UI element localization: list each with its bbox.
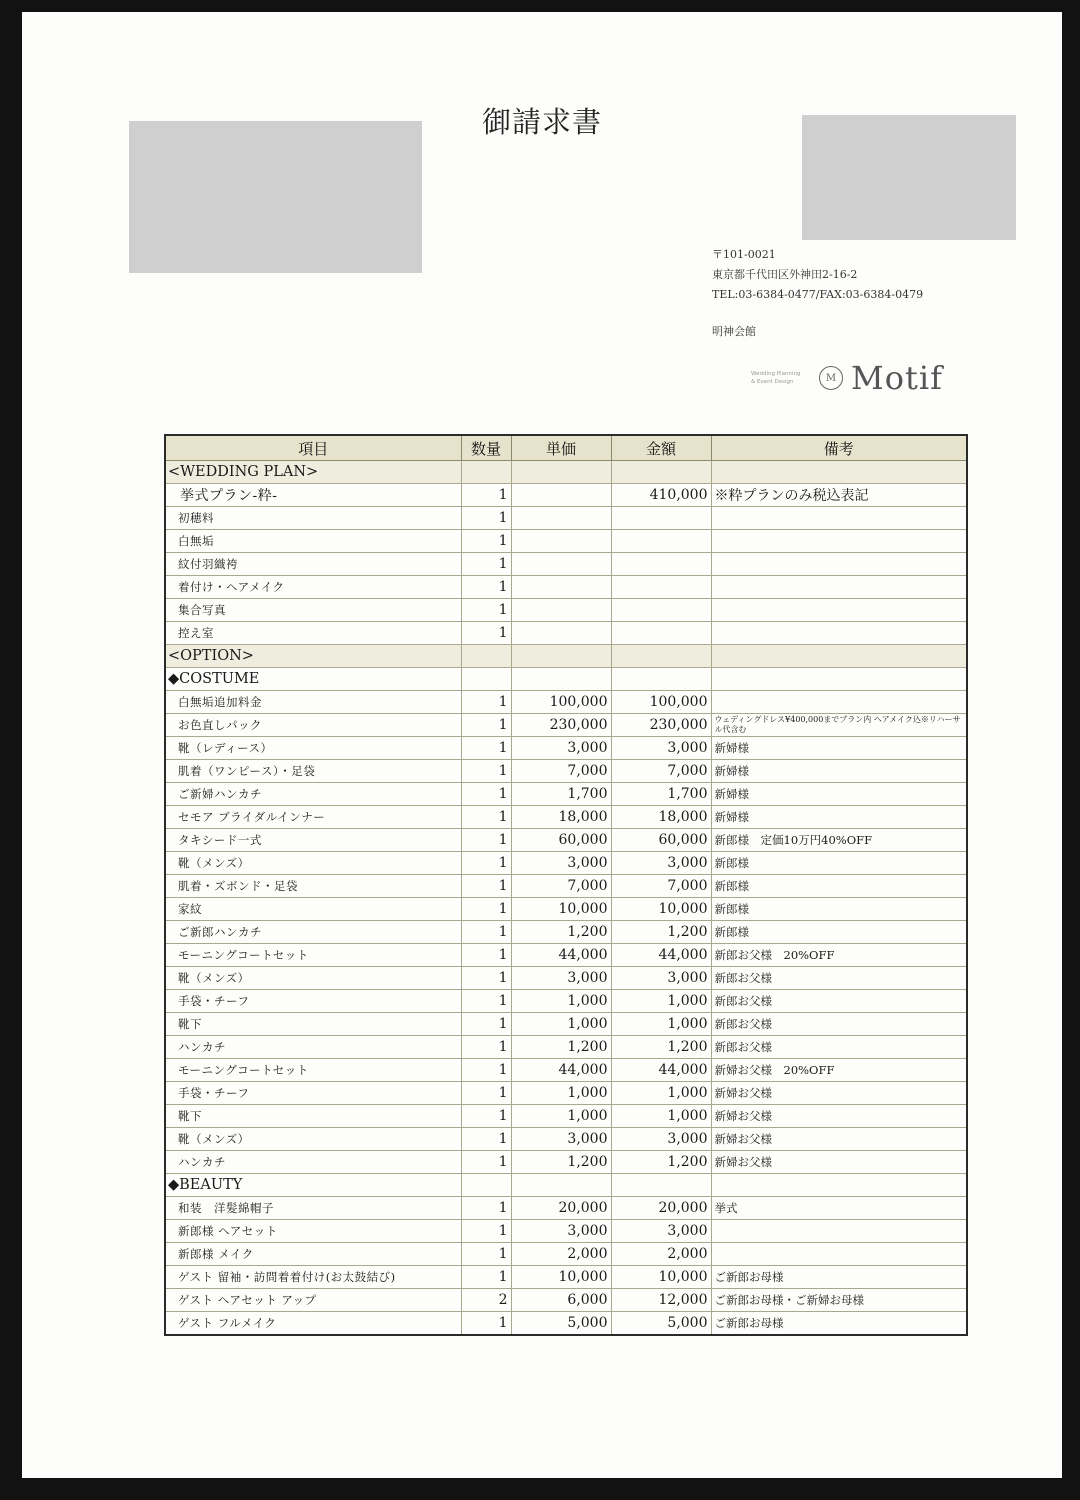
- amount-cell: [611, 599, 711, 622]
- empty-cell: [611, 668, 711, 691]
- item-name-cell: モーニングコートセット: [165, 944, 461, 967]
- item-name-cell: 初穂料: [165, 507, 461, 530]
- subsection-header-row: [165, 1174, 967, 1197]
- note-cell: 新婦お父様: [711, 1082, 967, 1105]
- invoice-page: [22, 12, 1062, 1478]
- amount-cell: 1,000: [611, 1105, 711, 1128]
- empty-cell: [461, 1174, 511, 1197]
- qty-cell: 1: [461, 1266, 511, 1289]
- item-name-cell: モーニングコートセット: [165, 1059, 461, 1082]
- empty-cell: [461, 461, 511, 484]
- section-header-row: [165, 461, 967, 484]
- table-row: [165, 576, 967, 599]
- item-name-cell: 肌着・ズボンド・足袋: [165, 875, 461, 898]
- item-name-cell: 新郎様 ヘアセット: [165, 1220, 461, 1243]
- table-row: [165, 829, 967, 852]
- note-cell: 新郎お父様: [711, 967, 967, 990]
- document-title: 御請求書: [481, 105, 602, 139]
- section-header-row: [165, 645, 967, 668]
- unit-price-cell: 2,000: [511, 1243, 611, 1266]
- table-row: [165, 1312, 967, 1336]
- redacted-recipient-block: [129, 121, 422, 273]
- unit-price-cell: [511, 576, 611, 599]
- empty-cell: [511, 461, 611, 484]
- subsection-header-row: [165, 668, 967, 691]
- qty-cell: 1: [461, 921, 511, 944]
- qty-cell: 1: [461, 1128, 511, 1151]
- amount-cell: 10,000: [611, 898, 711, 921]
- amount-cell: 1,000: [611, 1082, 711, 1105]
- note-cell: ご新郎お母様・ご新婦お母様: [711, 1289, 967, 1312]
- table-row: [165, 484, 967, 507]
- qty-cell: 1: [461, 852, 511, 875]
- qty-cell: 1: [461, 760, 511, 783]
- table-row: [165, 1151, 967, 1174]
- unit-price-cell: 1,000: [511, 990, 611, 1013]
- table-row: [165, 1059, 967, 1082]
- unit-price-cell: 3,000: [511, 1128, 611, 1151]
- invoice-table-body: [165, 461, 967, 1336]
- unit-price-cell: 1,200: [511, 1036, 611, 1059]
- amount-cell: 12,000: [611, 1289, 711, 1312]
- logo-circle-icon: M: [819, 366, 843, 390]
- logo-wordmark: Motif: [851, 359, 943, 397]
- amount-cell: 1,200: [611, 1151, 711, 1174]
- item-name-cell: 白無垢追加料金: [165, 691, 461, 714]
- note-cell: 新郎様: [711, 852, 967, 875]
- unit-price-cell: 100,000: [511, 691, 611, 714]
- qty-cell: 1: [461, 1243, 511, 1266]
- table-row: [165, 622, 967, 645]
- unit-price-cell: 230,000: [511, 714, 611, 737]
- qty-cell: 1: [461, 1312, 511, 1336]
- item-name-cell: 紋付羽織袴: [165, 553, 461, 576]
- amount-cell: 3,000: [611, 1128, 711, 1151]
- qty-cell: 1: [461, 737, 511, 760]
- redacted-stamp-block: [802, 115, 1016, 240]
- note-cell: 新婦様: [711, 783, 967, 806]
- unit-price-cell: [511, 484, 611, 507]
- amount-cell: 1,200: [611, 1036, 711, 1059]
- empty-cell: [511, 1174, 611, 1197]
- empty-cell: [511, 645, 611, 668]
- invoice-table: [164, 434, 968, 1336]
- amount-cell: 100,000: [611, 691, 711, 714]
- qty-cell: 1: [461, 875, 511, 898]
- qty-cell: 1: [461, 691, 511, 714]
- unit-price-cell: 1,700: [511, 783, 611, 806]
- empty-cell: [511, 668, 611, 691]
- empty-cell: [711, 645, 967, 668]
- item-name-cell: ハンカチ: [165, 1036, 461, 1059]
- item-name-cell: 和装 洋髪綿帽子: [165, 1197, 461, 1220]
- unit-price-cell: 18,000: [511, 806, 611, 829]
- note-cell: ※粋プランのみ税込表記: [711, 484, 967, 507]
- unit-price-cell: 1,200: [511, 1151, 611, 1174]
- unit-price-cell: 7,000: [511, 875, 611, 898]
- unit-price-cell: 10,000: [511, 1266, 611, 1289]
- empty-cell: [461, 668, 511, 691]
- table-row: [165, 553, 967, 576]
- empty-cell: [711, 461, 967, 484]
- amount-cell: 230,000: [611, 714, 711, 737]
- table-row: [165, 783, 967, 806]
- venue-name: 明神会館: [712, 325, 756, 338]
- table-row: [165, 1266, 967, 1289]
- table-row: [165, 599, 967, 622]
- amount-cell: 44,000: [611, 944, 711, 967]
- qty-cell: 1: [461, 944, 511, 967]
- note-cell: ウェディングドレス¥400,000までプラン内 ヘアメイク込※リハーサル代含む: [711, 714, 967, 737]
- note-cell: 新郎お父様: [711, 1013, 967, 1036]
- amount-cell: 2,000: [611, 1243, 711, 1266]
- table-row: [165, 507, 967, 530]
- note-cell: [711, 691, 967, 714]
- note-cell: 新郎お父様: [711, 1036, 967, 1059]
- table-row: [165, 944, 967, 967]
- amount-cell: [611, 530, 711, 553]
- table-row: [165, 1082, 967, 1105]
- table-row: [165, 1036, 967, 1059]
- qty-cell: 1: [461, 1151, 511, 1174]
- unit-price-cell: [511, 507, 611, 530]
- amount-cell: [611, 553, 711, 576]
- table-row: [165, 1197, 967, 1220]
- note-cell: 新郎様: [711, 898, 967, 921]
- amount-cell: 3,000: [611, 1220, 711, 1243]
- amount-cell: 1,700: [611, 783, 711, 806]
- item-name-cell: 手袋・チーフ: [165, 1082, 461, 1105]
- item-name-cell: 控え室: [165, 622, 461, 645]
- item-name-cell: ゲスト フルメイク: [165, 1312, 461, 1336]
- qty-cell: 1: [461, 622, 511, 645]
- qty-cell: 1: [461, 967, 511, 990]
- qty-cell: 1: [461, 553, 511, 576]
- unit-price-cell: [511, 599, 611, 622]
- item-name-cell: 肌着（ワンピース）・足袋: [165, 760, 461, 783]
- sender-address-block: [712, 245, 923, 305]
- note-cell: 新郎様: [711, 921, 967, 944]
- note-cell: [711, 507, 967, 530]
- empty-cell: [611, 1174, 711, 1197]
- unit-price-cell: 3,000: [511, 737, 611, 760]
- unit-price-cell: 3,000: [511, 967, 611, 990]
- qty-cell: 1: [461, 990, 511, 1013]
- item-name-cell: 靴下: [165, 1105, 461, 1128]
- table-row: [165, 852, 967, 875]
- unit-price-cell: 3,000: [511, 852, 611, 875]
- note-cell: ご新郎お母様: [711, 1312, 967, 1336]
- logo-tagline: [751, 370, 811, 386]
- note-cell: [711, 599, 967, 622]
- unit-price-cell: 1,000: [511, 1013, 611, 1036]
- amount-cell: 1,200: [611, 921, 711, 944]
- qty-cell: 1: [461, 806, 511, 829]
- header-qty: 数量: [461, 435, 511, 461]
- qty-cell: 1: [461, 599, 511, 622]
- item-name-cell: 靴（メンズ）: [165, 1128, 461, 1151]
- note-cell: 新婦お父様: [711, 1128, 967, 1151]
- note-cell: 新郎様 定価10万円40%OFF: [711, 829, 967, 852]
- unit-price-cell: 60,000: [511, 829, 611, 852]
- amount-cell: 60,000: [611, 829, 711, 852]
- item-name-cell: 手袋・チーフ: [165, 990, 461, 1013]
- unit-price-cell: 20,000: [511, 1197, 611, 1220]
- amount-cell: [611, 622, 711, 645]
- unit-price-cell: 7,000: [511, 760, 611, 783]
- table-row: [165, 806, 967, 829]
- item-name-cell: 集合写真: [165, 599, 461, 622]
- unit-price-cell: 1,000: [511, 1105, 611, 1128]
- unit-price-cell: 10,000: [511, 898, 611, 921]
- qty-cell: 1: [461, 783, 511, 806]
- amount-cell: 3,000: [611, 852, 711, 875]
- note-cell: 新郎お父様 20%OFF: [711, 944, 967, 967]
- qty-cell: 1: [461, 1082, 511, 1105]
- amount-cell: 3,000: [611, 967, 711, 990]
- note-cell: 新婦お父様: [711, 1151, 967, 1174]
- item-name-cell: 靴（メンズ）: [165, 967, 461, 990]
- item-name-cell: 挙式プラン-粋-: [165, 484, 461, 507]
- empty-cell: [711, 1174, 967, 1197]
- table-row: [165, 530, 967, 553]
- section-label: ◆COSTUME: [165, 668, 461, 691]
- note-cell: [711, 1220, 967, 1243]
- note-cell: 新婦お父様 20%OFF: [711, 1059, 967, 1082]
- amount-cell: 410,000: [611, 484, 711, 507]
- item-name-cell: タキシード一式: [165, 829, 461, 852]
- item-name-cell: 着付け・ヘアメイク: [165, 576, 461, 599]
- table-header-row: [165, 435, 967, 461]
- motif-logo: [751, 359, 943, 397]
- note-cell: 新郎様: [711, 875, 967, 898]
- item-name-cell: セモア ブライダルインナー: [165, 806, 461, 829]
- item-name-cell: ゲスト 留袖・訪問着着付け(お太鼓結び): [165, 1266, 461, 1289]
- table-row: [165, 898, 967, 921]
- header-unit-price: 単価: [511, 435, 611, 461]
- amount-cell: 20,000: [611, 1197, 711, 1220]
- unit-price-cell: 3,000: [511, 1220, 611, 1243]
- qty-cell: 1: [461, 1059, 511, 1082]
- logo-tagline-1: Wedding Planning: [751, 371, 801, 377]
- section-label: ◆BEAUTY: [165, 1174, 461, 1197]
- amount-cell: 1,000: [611, 1013, 711, 1036]
- sender-address: 東京都千代田区外神田2-16-2: [712, 268, 858, 281]
- amount-cell: 7,000: [611, 760, 711, 783]
- qty-cell: 1: [461, 1036, 511, 1059]
- unit-price-cell: 1,000: [511, 1082, 611, 1105]
- table-row: [165, 691, 967, 714]
- empty-cell: [611, 461, 711, 484]
- table-row: [165, 1243, 967, 1266]
- item-name-cell: 靴（メンズ）: [165, 852, 461, 875]
- item-name-cell: ゲスト ヘアセット アップ: [165, 1289, 461, 1312]
- qty-cell: 1: [461, 898, 511, 921]
- note-cell: 新婦様: [711, 737, 967, 760]
- amount-cell: 44,000: [611, 1059, 711, 1082]
- note-cell: 挙式: [711, 1197, 967, 1220]
- table-row: [165, 990, 967, 1013]
- empty-cell: [711, 668, 967, 691]
- qty-cell: 1: [461, 1197, 511, 1220]
- note-cell: 新婦様: [711, 760, 967, 783]
- item-name-cell: お色直しパック: [165, 714, 461, 737]
- section-label: <WEDDING PLAN>: [165, 461, 461, 484]
- amount-cell: [611, 576, 711, 599]
- note-cell: [711, 576, 967, 599]
- unit-price-cell: [511, 530, 611, 553]
- note-cell: [711, 553, 967, 576]
- item-name-cell: 靴（レディース）: [165, 737, 461, 760]
- item-name-cell: ハンカチ: [165, 1151, 461, 1174]
- note-cell: 新婦お父様: [711, 1105, 967, 1128]
- unit-price-cell: 5,000: [511, 1312, 611, 1336]
- qty-cell: 1: [461, 714, 511, 737]
- unit-price-cell: 1,200: [511, 921, 611, 944]
- note-cell: [711, 1243, 967, 1266]
- table-row: [165, 1013, 967, 1036]
- table-row: [165, 1220, 967, 1243]
- note-cell: [711, 622, 967, 645]
- qty-cell: 1: [461, 1013, 511, 1036]
- amount-cell: [611, 507, 711, 530]
- empty-cell: [611, 645, 711, 668]
- qty-cell: 1: [461, 1220, 511, 1243]
- table-row: [165, 714, 967, 737]
- header-note: 備考: [711, 435, 967, 461]
- qty-cell: 1: [461, 507, 511, 530]
- item-name-cell: ご新郎ハンカチ: [165, 921, 461, 944]
- table-row: [165, 967, 967, 990]
- unit-price-cell: 6,000: [511, 1289, 611, 1312]
- table-row: [165, 1105, 967, 1128]
- note-cell: 新婦様: [711, 806, 967, 829]
- note-cell: 新郎お父様: [711, 990, 967, 1013]
- logo-tagline-2: & Event Design: [751, 379, 794, 385]
- table-row: [165, 921, 967, 944]
- note-cell: ご新郎お母様: [711, 1266, 967, 1289]
- item-name-cell: 新郎様 メイク: [165, 1243, 461, 1266]
- unit-price-cell: 44,000: [511, 1059, 611, 1082]
- header-item: 項目: [165, 435, 461, 461]
- amount-cell: 10,000: [611, 1266, 711, 1289]
- item-name-cell: ご新婦ハンカチ: [165, 783, 461, 806]
- table-row: [165, 1289, 967, 1312]
- amount-cell: 3,000: [611, 737, 711, 760]
- sender-tel-fax: TEL:03-6384-0477/FAX:03-6384-0479: [712, 288, 924, 301]
- table-row: [165, 737, 967, 760]
- qty-cell: 1: [461, 1105, 511, 1128]
- note-cell: [711, 530, 967, 553]
- item-name-cell: 家紋: [165, 898, 461, 921]
- qty-cell: 1: [461, 530, 511, 553]
- table-row: [165, 1128, 967, 1151]
- section-label: <OPTION>: [165, 645, 461, 668]
- empty-cell: [461, 645, 511, 668]
- item-name-cell: 白無垢: [165, 530, 461, 553]
- qty-cell: 1: [461, 829, 511, 852]
- unit-price-cell: [511, 553, 611, 576]
- unit-price-cell: 44,000: [511, 944, 611, 967]
- amount-cell: 5,000: [611, 1312, 711, 1336]
- table-row: [165, 760, 967, 783]
- amount-cell: 1,000: [611, 990, 711, 1013]
- qty-cell: 1: [461, 576, 511, 599]
- amount-cell: 7,000: [611, 875, 711, 898]
- qty-cell: 2: [461, 1289, 511, 1312]
- amount-cell: 18,000: [611, 806, 711, 829]
- table-row: [165, 875, 967, 898]
- header-amount: 金額: [611, 435, 711, 461]
- item-name-cell: 靴下: [165, 1013, 461, 1036]
- unit-price-cell: [511, 622, 611, 645]
- sender-postal-code: 〒101-0021: [712, 248, 776, 261]
- qty-cell: 1: [461, 484, 511, 507]
